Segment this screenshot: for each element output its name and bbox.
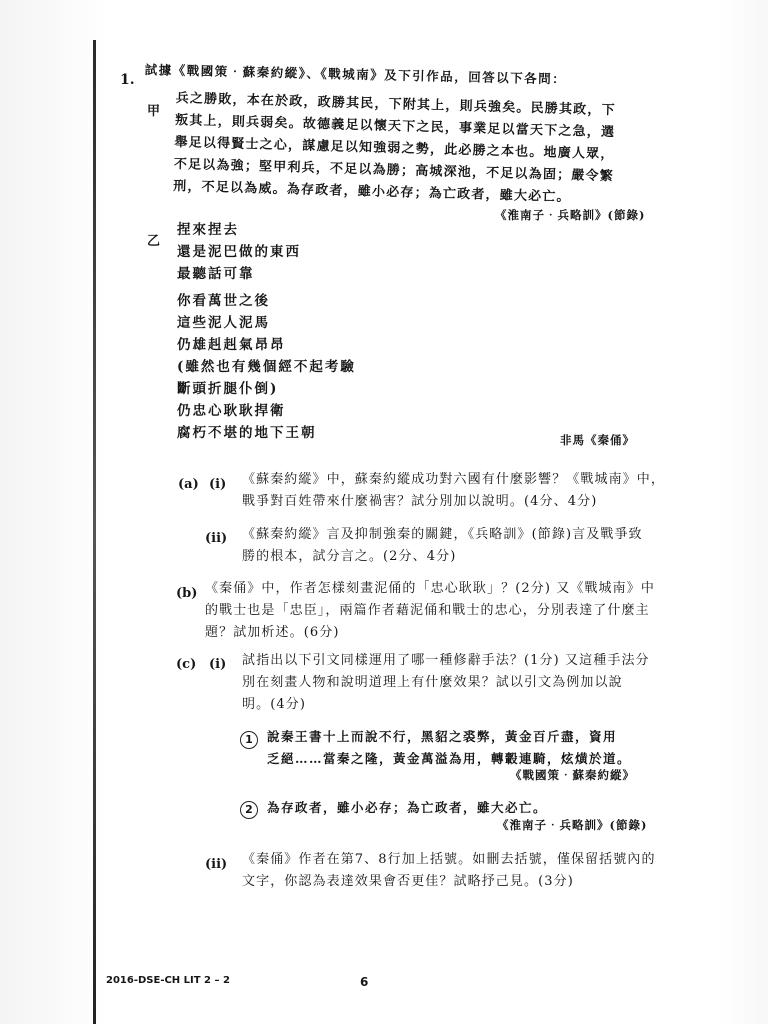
- question-line: 明。(4分): [242, 697, 307, 712]
- part-c-label: (c): [176, 657, 197, 672]
- passage-a-line: 兵之勝敗，本在於政，政勝其民，下附其上，則兵強矣。民勝其政，下: [175, 90, 616, 119]
- part-c-ii-label: (ii): [205, 857, 228, 872]
- poem-line: (雖然也有幾個經不起考驗: [177, 359, 356, 375]
- question-instruction: 試據《戰國策‧蘇秦約縱》、《戰城南》及下引作品，回答以下各問：: [144, 61, 567, 87]
- poem-line: 斷頭折腿仆倒): [177, 381, 279, 397]
- footer-exam-code: 2016-DSE-CH LIT 2 – 2: [106, 975, 230, 986]
- question-line: 戰爭對百姓帶來什麼禍害？試分別加以說明。(4分、4分): [242, 494, 598, 509]
- poem-line: 你看萬世之後: [177, 293, 270, 309]
- part-c-i-label: (i): [209, 657, 227, 672]
- question-line: 《蘇秦約縱》中，蘇秦約縱成功對六國有什麼影響？《戰城南》中，: [242, 472, 666, 487]
- part-a-ii-text: [242, 524, 643, 568]
- poem-line: 還是泥巴做的東西: [177, 244, 301, 260]
- question-line: 別在刻畫人物和說明道理上有什麼效果？試以引文為例加以說: [242, 675, 623, 690]
- passage-a-line: 刑，不足以為威。為存政者，雖小必存；為亡政者，雖大必亡。: [173, 178, 571, 206]
- question-line: 試指出以下引文同樣運用了哪一種修辭手法？(1分) 又這種手法分: [242, 653, 650, 668]
- passage-a-line: 舉足以得賢士之心，謀慮足以知強弱之勢，此必勝之本也。地廣人眾，: [174, 134, 615, 163]
- question-line: 的戰士也是「忠臣」，兩篇作者藉泥俑和戰士的忠心，分別表達了什麼主: [205, 603, 650, 618]
- question-line: 《蘇秦約縱》言及抑制強秦的關鍵，《兵略訓》(節錄)言及戰爭致: [242, 527, 643, 542]
- part-b-label: (b): [176, 586, 198, 601]
- footer-page-number: 6: [360, 975, 369, 989]
- part-c-i-text: [242, 650, 650, 716]
- passage-b-source: 非馬《秦俑》: [560, 433, 635, 447]
- passage-a-line: 不足以為強；堅甲利兵，不足以為勝；高城深池，不足以為固；嚴令繁: [173, 156, 615, 185]
- poem-stanza-2: [177, 290, 356, 444]
- poem-line: 仍忠心耿耿捍衛: [177, 403, 286, 419]
- page-binding-edge: [93, 40, 96, 1024]
- quote-1-source: 《戰國策‧蘇秦約縱》: [510, 768, 635, 782]
- poem-stanza-1: [177, 219, 301, 285]
- quote-2-text: 為存政者，雖小必存；為亡政者，雖大必亡。: [267, 800, 548, 815]
- question-line: 題？試加析述。(6分): [205, 625, 340, 640]
- quote-1-marker: [240, 728, 268, 749]
- part-a-label: (a): [178, 477, 199, 492]
- passage-a-source: 《淮南子‧兵略訓》(節錄): [495, 208, 646, 222]
- poem-line: 捏來捏去: [177, 222, 239, 238]
- quote-2-source: 《淮南子‧兵略訓》(節錄): [497, 818, 648, 832]
- circled-number: 2: [240, 801, 258, 819]
- question-line: 勝的根本，試分言之。(2分、4分): [242, 549, 457, 564]
- passage-a-text: [173, 88, 616, 210]
- quote-1-text: [267, 726, 631, 770]
- quote-2-marker: [240, 798, 268, 819]
- poem-line: 最聽話可靠: [177, 266, 255, 282]
- poem-line: 腐朽不堪的地下王朝: [177, 425, 317, 441]
- passage-b-label: 乙: [147, 234, 161, 249]
- quote-line: 乏絕……當秦之隆，黃金萬溢為用，轉轂連騎，炫熿於道。: [267, 751, 632, 766]
- passage-a-line: 叛其上，則兵弱矣。故德義足以懷天下之民，事業足以當天下之急，選: [174, 112, 616, 141]
- poem-line: 仍雄赳赳氣昂昂: [177, 337, 286, 353]
- question-line: 《秦俑》中，作者怎樣刻畫泥俑的「忠心耿耿」？(2分) 又《戰城南》中: [205, 581, 655, 596]
- question-line: 《秦俑》作者在第7、8行加上括號。如刪去括號，僅保留括號內的: [242, 852, 656, 867]
- part-a-i-text: [242, 469, 665, 513]
- part-b-text: [205, 578, 655, 644]
- part-a-ii-label: (ii): [205, 531, 228, 546]
- question-line: 文字，你認為表達效果會否更佳？試略抒己見。(3分): [242, 874, 574, 889]
- quote-line: 說秦王書十上而說不行，黑貂之裘弊，黃金百斤盡，資用: [267, 729, 618, 744]
- part-a-i-label: (i): [209, 477, 227, 492]
- circled-number: 1: [240, 731, 258, 749]
- passage-a-label: 甲: [147, 104, 161, 119]
- part-c-ii-text: [242, 849, 656, 893]
- poem-line: 這些泥人泥馬: [177, 315, 270, 331]
- question-number: 1.: [120, 72, 135, 88]
